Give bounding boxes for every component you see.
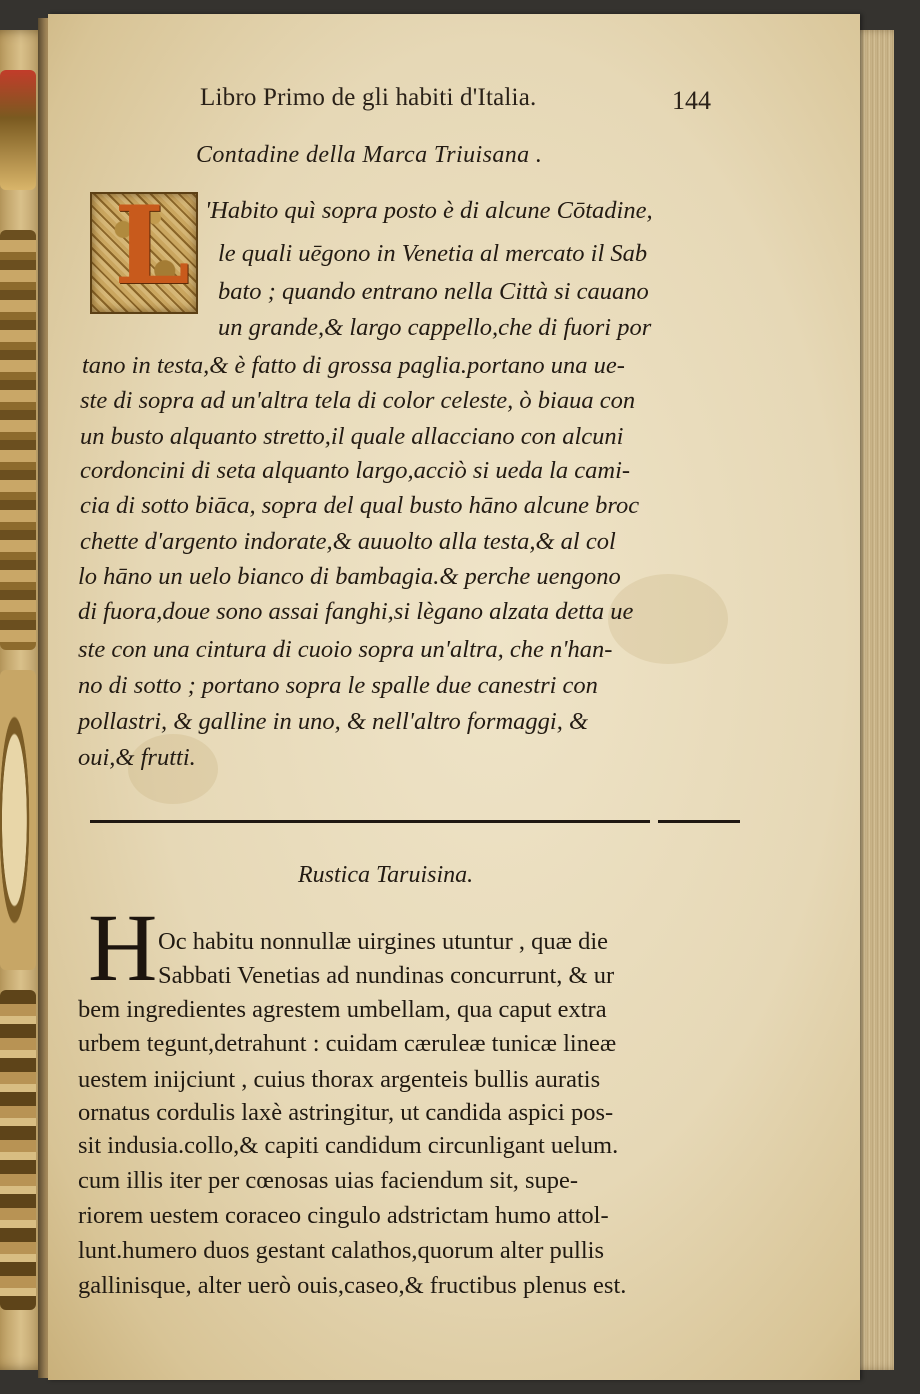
text-line: ste con una cintura di cuoio sopra un'altra, che n'han- [78, 636, 613, 663]
text-line: lunt.humero duos gestant calathos,quorum alter pullis [78, 1237, 604, 1264]
page-number: 144 [672, 86, 711, 115]
text-line: chette d'argento indorate,& auuolto alla testa,& al col [80, 528, 616, 555]
text-line: un busto alquanto stretto,il quale allacciano con alcuni [80, 423, 624, 450]
text-line: tano in testa,& è fatto di grossa paglia.portano una ue- [82, 352, 625, 379]
text-line: cum illis iter per cœnosas uias faciendum sit, supe- [78, 1167, 579, 1194]
text-line: cia di sotto biāca, sopra del qual busto hāno alcune broc [80, 492, 640, 519]
text-line: 'Habito quì sopra posto è di alcune Cōtadine, [205, 197, 653, 224]
text-line: urbem tegunt,detrahunt : cuidam cæruleæ tunicæ lineæ [78, 1030, 617, 1057]
text-line: Oc habitu nonnullæ uirgines utuntur , quæ die [158, 928, 609, 955]
text-line: lo hāno un uelo bianco di bambagia.& perche uengono [78, 563, 621, 590]
section-heading-latin: Rustica Taruisina. [298, 862, 474, 888]
initial-letter-h: H [88, 894, 158, 1001]
decorative-border-ornament [0, 990, 36, 1310]
text-line: oui,& frutti. [78, 744, 196, 771]
text-line: Sabbati Venetias ad nundinas concurrunt, & ur [158, 962, 615, 989]
text-line: ste di sopra ad un'altra tela di color celeste, ò biaua con [80, 387, 636, 414]
running-head-title: Libro Primo de gli habiti d'Italia. [200, 84, 537, 111]
initial-letter-l: L [114, 183, 190, 309]
section-heading-italian: Contadine della Marca Triuisana . [196, 142, 543, 168]
section-divider-rule [90, 820, 650, 823]
text-line: ornatus cordulis laxè astringitur, ut candida aspici pos- [78, 1099, 614, 1126]
text-line: bem ingredientes agrestem umbellam, qua caput extra [78, 996, 607, 1023]
text-line: cordoncini di seta alquanto largo,acciò si ueda la cami- [80, 457, 631, 484]
text-line: pollastri, & galline in uno, & nell'altro formaggi, & [78, 708, 589, 735]
text-line: le quali uēgono in Venetia al mercato il Sab [218, 240, 648, 267]
text-line: uestem inijciunt , cuius thorax argenteis bullis auratis [78, 1066, 601, 1093]
text-line: un grande,& largo cappello,che di fuori por [218, 314, 652, 341]
text-line: di fuora,doue sono assai fanghi,si lègano alzata detta ue [78, 598, 634, 625]
text-line: gallinisque, alter uerò ouis,caseo,& fructibus plenus est. [78, 1272, 627, 1299]
section-divider-rule [658, 820, 740, 823]
text-line: riorem uestem coraceo cingulo adstrictam humo attol- [78, 1202, 609, 1229]
text-line: bato ; quando entrano nella Città si cauano [218, 278, 649, 305]
text-line: sit indusia.collo,& capiti candidum circunligant uelum. [78, 1132, 619, 1159]
text-line: no di sotto ; portano sopra le spalle due canestri con [78, 672, 598, 699]
